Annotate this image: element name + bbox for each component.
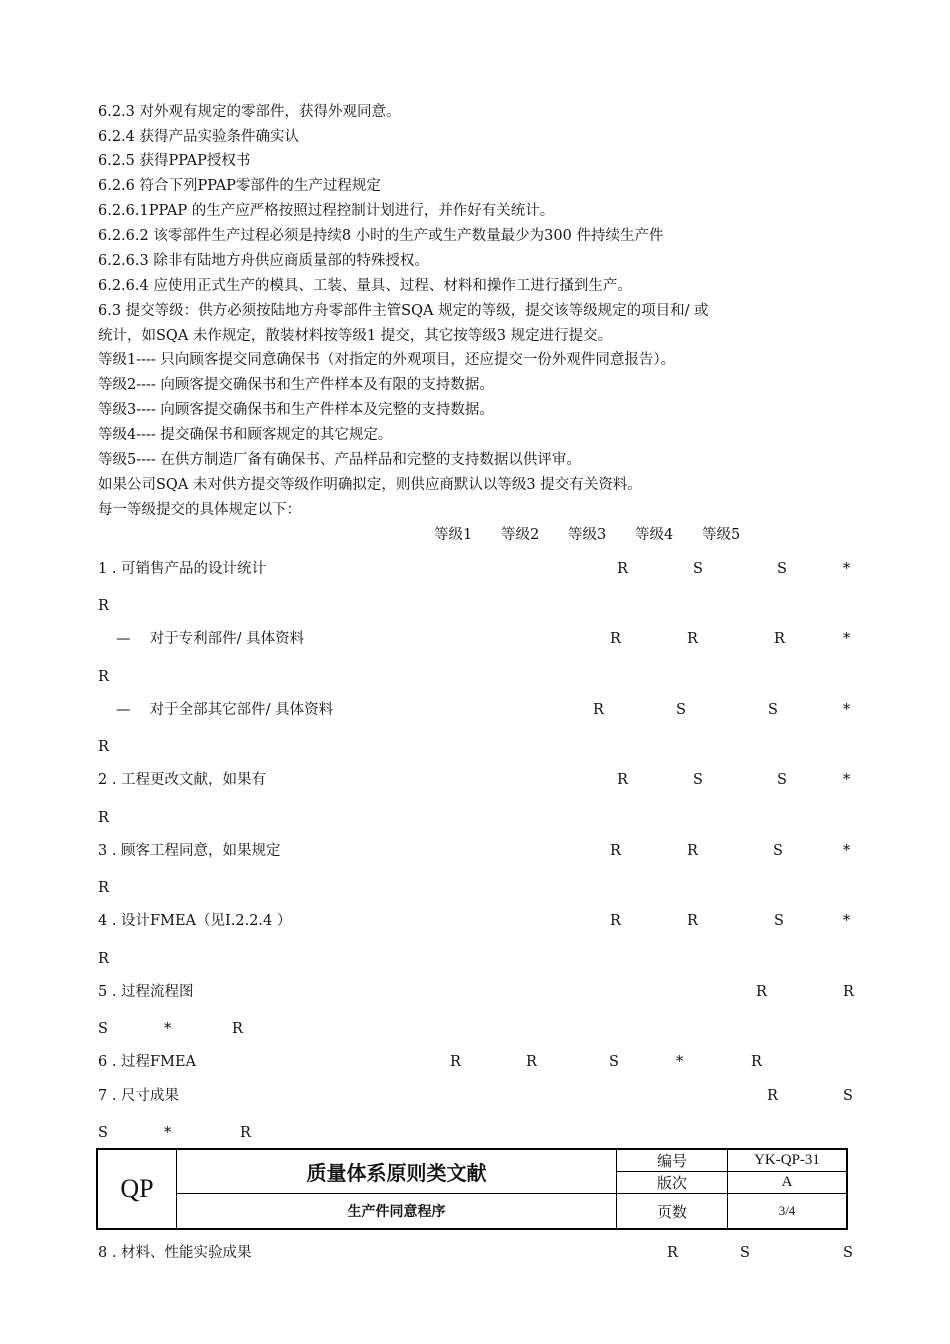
paragraph-line: 如果公司SQA 未对供方提交等级作明确拟定，则供应商默认以等级3 提交有关资料。 [98,477,642,493]
level-mark: R [240,1125,251,1141]
level-mark: S [777,561,787,577]
qp-logo: QP [97,1149,177,1229]
level-mark: R [687,913,698,929]
level-mark: * [843,772,851,788]
requirement-label: 4 . 设计FMEA（见I.2.2.4 ） [98,913,292,929]
code-label: 编号 [617,1149,728,1172]
paragraph-line: 6.2.6.4 应使用正式生产的模具、工装、量具、过程、材料和操作工进行搔到生产。 [98,278,632,294]
level-mark: R [593,702,604,718]
level-header: 等级3 [568,527,607,543]
paragraph-line: 6.2.6.2 该零部件生产过程必须是持续8 小时的生产或生产数量最少为300 件持续生产件 [98,228,664,244]
level-header: 等级2 [501,527,540,543]
level-mark: * [843,631,851,647]
paragraph-line: 6.2.6.1PPAP 的生产应严格按照过程控制计划进行，并作好有关统计。 [98,203,555,219]
paragraph-line: 等级2---- 向顾客提交确保书和生产件样本及有限的支持数据。 [98,377,494,393]
level-mark: R [98,951,109,967]
level-mark: R [610,631,621,647]
level-mark: R [98,739,109,755]
level-mark: S [98,1125,108,1141]
requirement-label: 7 . 尺寸成果 [98,1088,180,1104]
requirement-label: — 对于全部其它部件/ 具体资料 [116,702,334,718]
procedure-title: 生产件同意程序 [177,1194,617,1230]
document-control-block [96,1148,848,1230]
level-mark: * [164,1125,172,1141]
level-mark: S [777,772,787,788]
level-mark: R [667,1245,678,1261]
level-mark: R [98,810,109,826]
level-mark: * [676,1054,684,1070]
level-mark: * [843,913,851,929]
level-mark: R [687,843,698,859]
paragraph-line: 6.2.6 符合下列PPAP零部件的生产过程规定 [98,178,381,194]
level-mark: R [687,631,698,647]
paragraph-line: 等级1---- 只向顾客提交同意确保书（对指定的外观项目，还应提交一份外观件同意报告）。 [98,352,676,368]
level-mark: R [526,1054,537,1070]
requirement-label: 5 . 过程流程图 [98,984,194,1000]
paragraph-line: 统计，如SQA 未作规定，散装材料按等级1 提交，其它按等级3 规定进行提交。 [98,328,613,344]
requirement-label: 1 . 可销售产品的设计统计 [98,561,267,577]
code-value: YK-QP-31 [728,1149,848,1172]
paragraph-line: 6.2.3 对外观有规定的零部件，获得外观同意。 [98,104,401,120]
level-mark: S [774,913,784,929]
level-mark: S [693,561,703,577]
level-mark: R [751,1054,762,1070]
level-mark: R [98,880,109,896]
requirement-label: 6 . 过程FMEA [98,1054,197,1070]
paragraph-line: 每一等级提交的具体规定以下： [98,502,301,518]
level-mark: R [767,1088,778,1104]
level-header: 等级5 [702,527,741,543]
level-mark: R [232,1021,243,1037]
level-mark: S [676,702,686,718]
requirement-label: 2 . 工程更改文献，如果有 [98,772,267,788]
level-mark: S [609,1054,619,1070]
version-label: 版次 [617,1172,728,1194]
level-mark: * [843,843,851,859]
level-mark: R [98,598,109,614]
level-mark: S [843,1245,853,1261]
level-mark: R [98,669,109,685]
level-mark: R [756,984,767,1000]
level-mark: R [450,1054,461,1070]
level-mark: R [610,843,621,859]
level-mark: R [617,772,628,788]
level-mark: S [843,1088,853,1104]
requirement-label: 8 . 材料、性能实验成果 [98,1245,252,1261]
level-mark: S [98,1021,108,1037]
level-mark: R [843,984,854,1000]
paragraph-line: 6.2.6.3 除非有陆地方舟供应商质量部的特殊授权。 [98,253,429,269]
paragraph-line: 6.2.5 获得PPAP授权书 [98,153,251,169]
level-mark: R [774,631,785,647]
requirement-label: — 对于专利部件/ 具体资料 [116,631,305,647]
level-mark: * [843,561,851,577]
page-label: 页数 [617,1194,728,1230]
level-mark: R [610,913,621,929]
level-mark: * [843,702,851,718]
level-mark: R [617,561,628,577]
version-value: A [728,1172,848,1194]
paragraph-line: 等级5---- 在供方制造厂备有确保书、产品样品和完整的支持数据以供评审。 [98,452,581,468]
paragraph-line: 6.3 提交等级：供方必须按陆地方舟零部件主管SQA 规定的等级，提交该等级规定的项目和/ 或 [98,303,709,319]
paragraph-line: 等级4---- 提交确保书和顾客规定的其它规定。 [98,427,393,443]
document-category-title: 质量体系原则类文献 [177,1149,617,1194]
page-value: 3/4 [728,1194,848,1230]
paragraph-line: 等级3---- 向顾客提交确保书和生产件样本及完整的支持数据。 [98,402,494,418]
level-header: 等级1 [434,527,473,543]
requirement-label: 3 . 顾客工程同意，如果规定 [98,843,281,859]
level-mark: S [693,772,703,788]
paragraph-line: 6.2.4 获得产品实验条件确实认 [98,129,300,145]
level-header: 等级4 [635,527,674,543]
level-mark: * [164,1021,172,1037]
level-mark: S [768,702,778,718]
level-mark: S [740,1245,750,1261]
level-mark: S [773,843,783,859]
